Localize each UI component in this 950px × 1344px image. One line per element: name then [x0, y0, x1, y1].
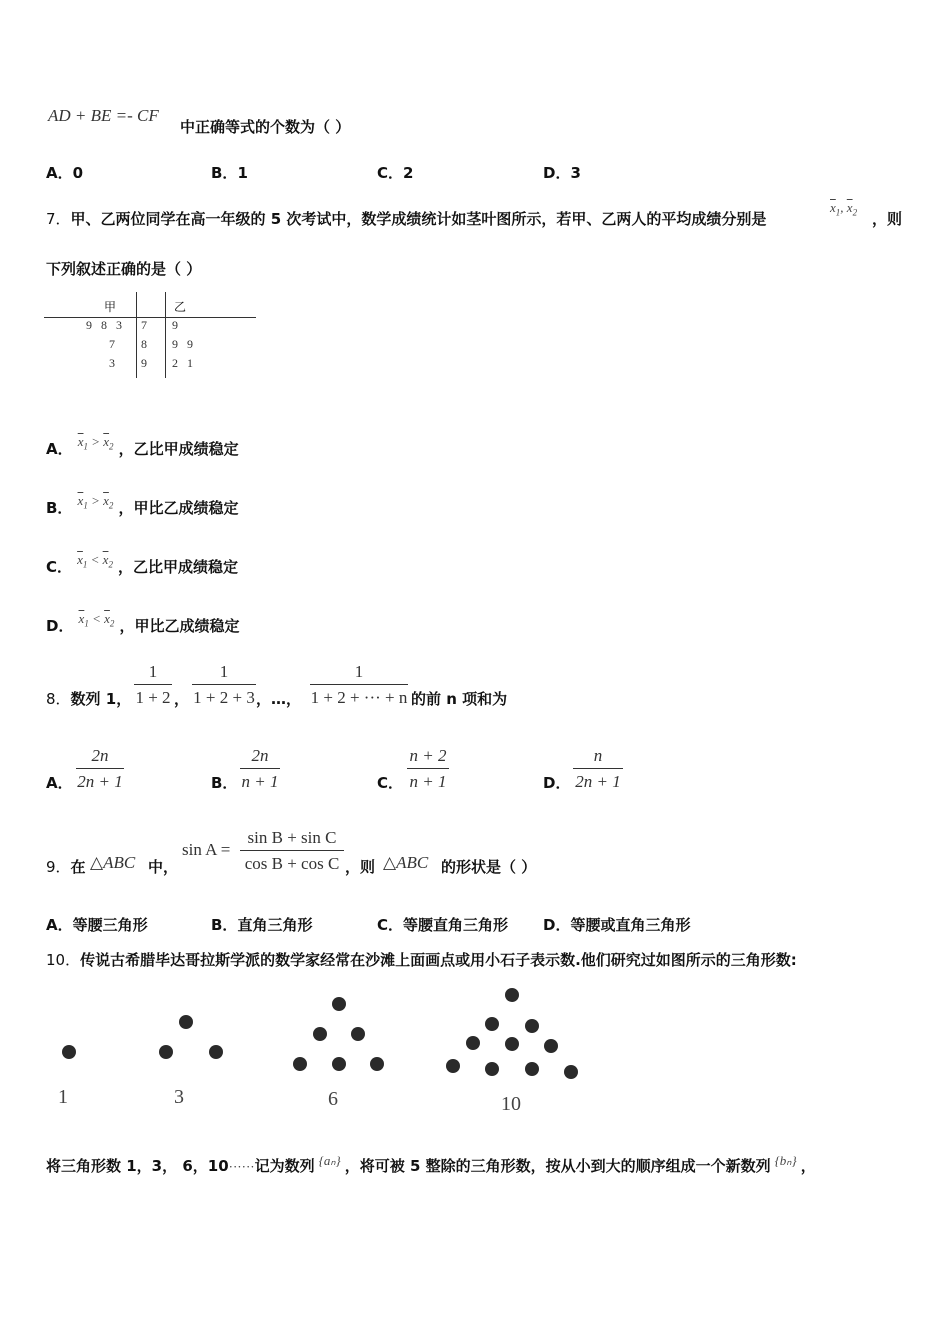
triangle-abc-2: △ABC — [383, 853, 429, 872]
dot — [209, 1045, 223, 1059]
question-number: 10． — [46, 951, 81, 969]
question-text-line2: 下列叙述正确的是（ ） — [46, 260, 202, 278]
question-number: 8． — [46, 690, 71, 708]
leaf-left-row2: 7 — [109, 337, 115, 351]
q7-option-c — [46, 552, 239, 578]
q7-option-b — [46, 493, 239, 519]
left-header: 甲 — [104, 300, 117, 314]
question-text: 传说古希腊毕达哥拉斯学派的数学家经常在沙滩上面画点或用小石子表示数.他们研究过如图所示的三角形数: — [80, 951, 797, 969]
figure-label-1: 1 — [58, 1086, 68, 1108]
q9-question-start — [46, 856, 86, 877]
q8-fraction-2: 1 1 + 2 + 3 — [193, 662, 255, 707]
option-label: B． — [211, 164, 238, 182]
q9-option-b: B．直角三角形 — [211, 916, 313, 934]
q8-option-c-fraction: n + 2 n + 1 — [407, 746, 449, 792]
stem-row3: 9 — [141, 356, 147, 370]
option-label: C． — [377, 164, 404, 182]
q9-option-c: C．等腰直角三角形 — [377, 916, 509, 934]
q8-option-d-fraction: n 2n + 1 — [573, 746, 623, 792]
leaf-left-row3: 3 — [109, 356, 115, 370]
option-label: D． — [543, 164, 571, 182]
leaf-left-row1: 9 8 3 — [86, 318, 122, 332]
q9-fraction: sin B + sin C cos B + cos C — [240, 828, 344, 874]
q8-option-a-fraction: 2n 2n + 1 — [77, 746, 123, 791]
option-formula: x1 > x2 — [77, 493, 114, 511]
dot — [505, 1037, 519, 1051]
dot — [485, 1062, 499, 1076]
option-text: ，乙比甲成绩稳定 — [118, 558, 239, 576]
leaf-right-row1: 9 — [172, 318, 178, 332]
q9-lhs: sin A = — [182, 840, 231, 859]
option-value: 3 — [570, 164, 581, 182]
dot — [159, 1045, 173, 1059]
dot — [505, 988, 519, 1002]
stem-row1: 7 — [141, 318, 147, 332]
question-text: 在 — [70, 858, 86, 876]
q9-text: 中， — [148, 858, 179, 876]
dot — [544, 1039, 558, 1053]
q9-option-d: D．等腰或直角三角形 — [543, 916, 691, 934]
vertical-rule-1 — [136, 292, 137, 378]
dot — [62, 1045, 76, 1059]
q10-question — [46, 949, 797, 970]
question-text-end: ，则 — [872, 210, 903, 228]
vector-expression: AD + BE =- CF — [48, 106, 159, 125]
sequence-b: {bₙ} — [774, 1153, 797, 1168]
q6-option-d — [543, 162, 581, 183]
leaf-right-row3: 2 1 — [172, 356, 193, 370]
vertical-rule-2 — [165, 292, 166, 378]
q9-option-a: A．等腰三角形 — [46, 916, 148, 934]
q8-question-end: 的前 n 项和为 — [411, 690, 508, 708]
comma: ， — [174, 690, 190, 708]
option-formula: x1 < x2 — [78, 611, 115, 629]
q9-text-c: ，则 — [345, 858, 376, 876]
q6-question-text: 中正确等式的个数为（ ） — [180, 118, 351, 136]
triangle-abc: △ABC — [90, 853, 136, 872]
q8-option-b-fraction: 2n n + 1 — [241, 746, 279, 791]
option-label: A． — [46, 440, 73, 458]
q7-question — [46, 208, 766, 229]
q8-option-a-label: A． — [46, 774, 73, 792]
figure-label-6: 6 — [328, 1088, 338, 1110]
dot — [332, 997, 346, 1011]
text-d: ， — [800, 1157, 816, 1175]
dot — [351, 1027, 365, 1041]
question-number: 7． — [46, 210, 71, 228]
q8-option-b-label: B． — [211, 774, 238, 792]
question-text: 甲、乙两位同学在高一年级的 5 次考试中，数学成绩统计如茎叶图所示，若甲、乙两人的平均成绩分别是 — [70, 210, 767, 228]
stem-leaf-plot — [44, 292, 256, 378]
q7-option-d — [46, 611, 240, 637]
q7-option-a — [46, 434, 239, 460]
option-text: ，乙比甲成绩稳定 — [118, 440, 239, 458]
option-label: A． — [46, 164, 73, 182]
dot — [485, 1017, 499, 1031]
q8-option-c-label: C． — [377, 774, 404, 792]
q8-fraction-1: 1 1 + 2 — [135, 662, 171, 707]
triangular-numbers-figure — [40, 980, 600, 1120]
q8-fraction-3: 1 1 + 2 + ··· + n — [310, 662, 408, 707]
question-text: 数列 1， — [70, 690, 132, 708]
dot — [313, 1027, 327, 1041]
stem-row2: 8 — [141, 337, 147, 351]
option-formula: x1 > x2 — [77, 434, 114, 452]
option-value: 1 — [237, 164, 248, 182]
q8-question-start — [46, 688, 131, 709]
dot — [179, 1015, 193, 1029]
option-value: 0 — [72, 164, 84, 182]
text-a: 将三角形数 1，3， 6，10 — [46, 1157, 229, 1175]
q9-text-d: 的形状是（ ） — [441, 858, 537, 876]
q10-continuation — [46, 1155, 816, 1176]
ellipsis: ，…， — [256, 690, 302, 708]
text-c: ，将可被 5 整除的三角形数，按从小到大的顺序组成一个新数列 — [344, 1157, 771, 1175]
q6-option-b — [211, 162, 248, 183]
option-formula: x1 < x2 — [77, 552, 113, 570]
option-text: ，甲比乙成绩稳定 — [119, 617, 240, 635]
q6-option-c — [377, 162, 413, 183]
right-header: 乙 — [174, 300, 187, 314]
q8-option-d-label: D． — [543, 774, 571, 792]
option-label: D． — [46, 617, 74, 635]
dot — [332, 1057, 346, 1071]
dot — [370, 1057, 384, 1071]
option-label: C． — [46, 558, 73, 576]
dot — [446, 1059, 460, 1073]
text-b: 记为数列 — [254, 1157, 315, 1175]
figure-label-10: 10 — [501, 1093, 521, 1115]
option-value: 2 — [403, 164, 414, 182]
question-number: 9． — [46, 858, 71, 876]
sequence-a: {aₙ} — [318, 1153, 341, 1168]
dots: ······ — [228, 1159, 255, 1174]
dot — [293, 1057, 307, 1071]
dot — [466, 1036, 480, 1050]
option-label: B． — [46, 499, 73, 517]
dot — [525, 1019, 539, 1033]
dot — [525, 1062, 539, 1076]
figure-label-3: 3 — [174, 1086, 184, 1108]
q6-option-a — [46, 162, 83, 183]
mean-symbols: $\overline{x}_1$, $\overline{x}_2$ — [830, 200, 858, 218]
dot — [564, 1065, 578, 1079]
leaf-right-row2: 9 9 — [172, 337, 193, 351]
option-text: ，甲比乙成绩稳定 — [118, 499, 239, 517]
